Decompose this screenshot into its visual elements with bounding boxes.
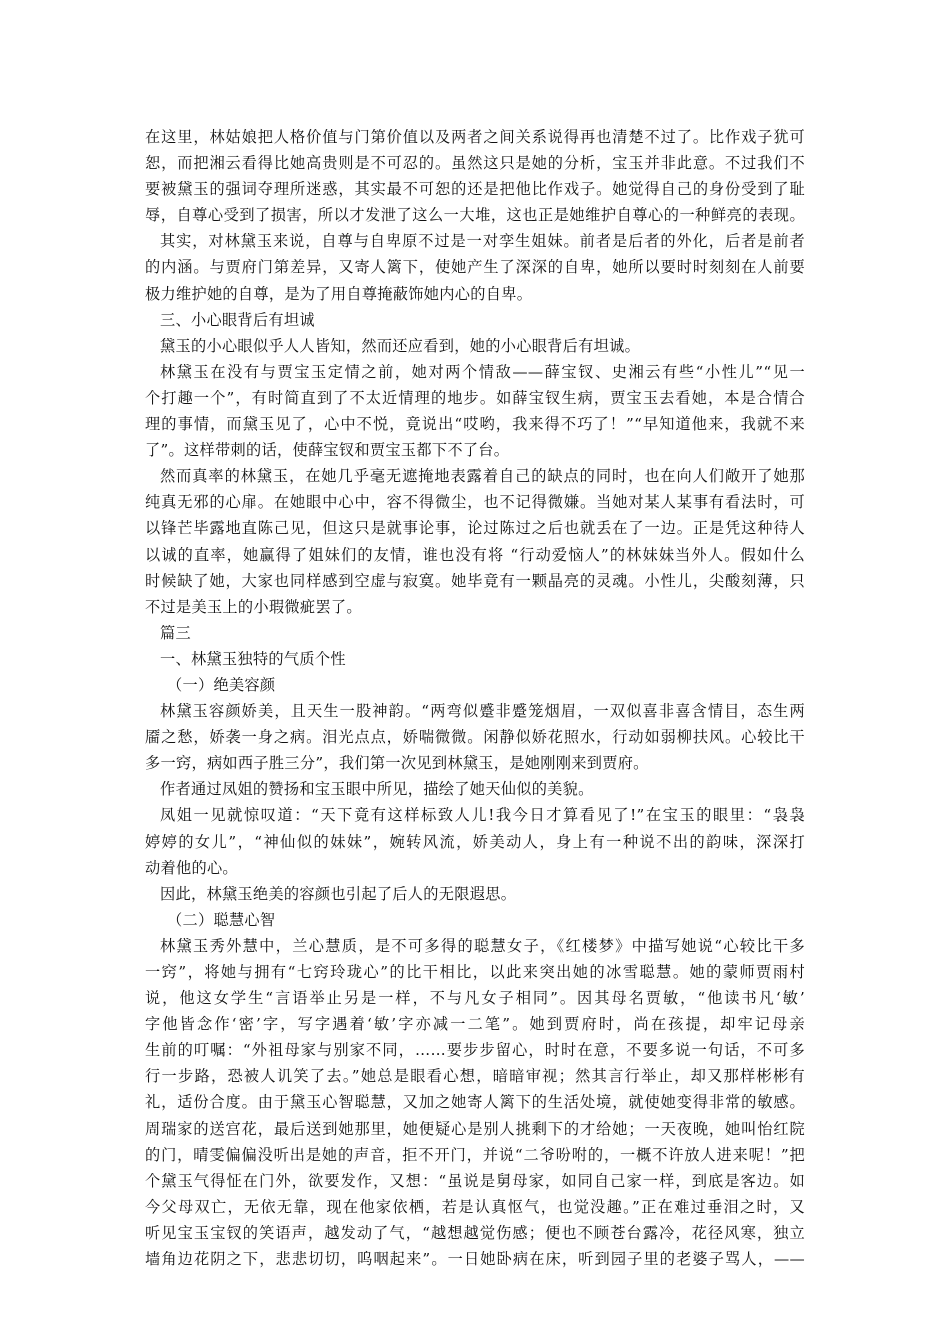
- section-heading: 篇三: [160, 623, 191, 642]
- text-line: 说，他这女学生“言语举止另是一样，不与凡女子相同”。因其母名贾敏，“他读书凡‘敏’: [145, 989, 805, 1008]
- text-line: 辱，自尊心受到了损害，所以才发泄了这么一大堆，这也正是她维护自尊心的一种鲜亮的表现。: [145, 206, 805, 225]
- text-line: 以锋芒毕露地直陈己见，但这只是就事论事，论过陈过之后也就丢在了一边。正是凭这种待人: [145, 519, 805, 538]
- text-line: 恕，而把湘云看得比她高贵则是不可忍的。虽然这只是她的分析，宝玉并非此意。不过我们不: [145, 154, 805, 173]
- section-heading: 三、小心眼背后有坦诚: [160, 310, 315, 329]
- text-line: 周瑞家的送宫花，最后送到她那里，她便疑心是别人挑剩下的才给她；一天夜晚，她叫怡红院: [145, 1119, 805, 1138]
- text-line: 个打趣一个”，有时简直到了不太近情理的地步。如薛宝钗生病，贾宝玉去看她，本是合情合: [145, 388, 805, 407]
- text-line: 多一窍，病如西子胜三分”，我们第一次见到林黛玉，是她刚刚来到贾府。: [145, 754, 649, 773]
- text-line: 的门，晴雯偏偏没听出是她的声音，拒不开门，并说“二爷吩咐的，一概不许放人进来呢！”把: [145, 1145, 805, 1164]
- text-line: 纯真无邪的心扉。在她眼中心中，容不得微尘，也不记得微嫌。当她对某人某事有看法时，可: [145, 493, 805, 512]
- text-line: 作者通过凤姐的赞扬和宝玉眼中所见，描绘了她天仙似的美貌。: [160, 780, 594, 799]
- text-line: 凤姐一见就惊叹道：“天下竟有这样标致人儿!我今日才算看见了!”在宝玉的眼里：“袅袅: [160, 806, 805, 825]
- text-line: 时候缺了她，大家也同样感到空虚与寂寞。她毕竟有一颗晶亮的灵魂。小性儿，尖酸刻薄，只: [145, 571, 805, 590]
- text-line: 个黛玉气得怔在门外，欲要发作，又想：“虽说是舅母家，如同自己家一样，到底是客边。如: [145, 1171, 805, 1190]
- text-line: 因此，林黛玉绝美的容颜也引起了后人的无限遐思。: [160, 884, 517, 903]
- text-line: 靥之愁，娇袭一身之病。泪光点点，娇喘微微。闲静似娇花照水，行动如弱柳扶风。心较比干: [145, 728, 805, 747]
- subsection-heading: （一）绝美容颜: [167, 675, 276, 694]
- text-line: 黛玉的小心眼似乎人人皆知，然而还应看到，她的小心眼背后有坦诚。: [160, 336, 641, 355]
- text-line: 林黛玉秀外慧中，兰心慧质，是不可多得的聪慧女子，《红楼梦》中描写她说“心较比干多: [160, 936, 805, 955]
- text-line: 要被黛玉的强词夺理所迷惑，其实最不可恕的还是把他比作戏子。她觉得自己的身份受到了耻: [145, 180, 805, 199]
- section-heading: 一、林黛玉独特的气质个性: [160, 649, 346, 668]
- text-line: 极力维护她的自尊，是为了用自尊掩蔽饰她内心的自卑。: [145, 284, 533, 303]
- text-line: 的内涵。与贾府门第差异，又寄人篱下，使她产生了深深的自卑，她所以要时时刻刻在人前要: [145, 258, 805, 277]
- text-line: 行一步路，恐被人讥笑了去。”她总是眼看心想，暗暗审视；然其言行举止，却又那样彬彬有: [145, 1067, 805, 1086]
- text-line: 墙角边花阴之下，悲悲切切，呜咽起来”。一日她卧病在床，听到园子里的老婆子骂人，——: [145, 1250, 805, 1269]
- text-line: 了”。这样带刺的话，使薛宝钗和贾宝玉都下不了台。: [145, 441, 510, 460]
- text-line: 今父母双亡，无依无靠，现在他家依栖，若是认真怄气，也觉没趣。”正在难过垂泪之时，又: [145, 1197, 805, 1216]
- text-line: 婷婷的女儿”，“神仙似的妹妹”，婉转风流，娇美动人，身上有一种说不出的韵味，深深打: [145, 832, 805, 851]
- text-line: 在这里，林姑娘把人格价值与门第价值以及两者之间关系说得再也清楚不过了。比作戏子犹可: [145, 128, 805, 146]
- text-line: 理的事情，而黛玉见了，心中不悦，竟说出“哎哟，我来得不巧了！”“早知道他来，我就不来: [145, 415, 805, 434]
- text-line: 以诚的直率，她赢得了姐妹们的友情，谁也没有将 “行动爱恼人”的林妹妹当外人。假如什么: [145, 545, 805, 564]
- text-line: 生前的叮嘱：“外祖母家与别家不同，……要步步留心，时时在意，不要多说一句话，不可多: [145, 1041, 805, 1060]
- text-line: 字他皆念作‘密’字，写字遇着‘敏’字亦减一二笔”。她到贾府时，尚在孩提，却牢记母亲: [145, 1015, 805, 1034]
- subsection-heading: （二）聪慧心智: [167, 910, 276, 929]
- text-line: 不过是美玉上的小瑕微疵罢了。: [145, 597, 362, 616]
- text-line: 林黛玉容颜娇美，且天生一股神韵。“两弯似蹙非蹙笼烟眉，一双似喜非喜含情目，态生两: [160, 702, 805, 721]
- text-line: 听见宝玉宝钗的笑语声，越发动了气，“越想越觉伤感；便也不顾苍台露冷，花径风寒，独立: [145, 1223, 805, 1242]
- text-line: 礼，适份合度。由于黛玉心智聪慧，又加之她寄人篱下的生活处境，就使她变得非常的敏感。: [145, 1093, 805, 1112]
- text-line: 其实，对林黛玉来说，自尊与自卑原不过是一对孪生姐妹。前者是后者的外化，后者是前者: [160, 232, 805, 251]
- document-page: [145, 124, 805, 1272]
- text-line: 一窍”，将她与拥有“七窍玲珑心”的比干相比，以此来突出她的冰雪聪慧。她的蒙师贾雨村: [145, 963, 805, 981]
- text-line: 林黛玉在没有与贾宝玉定情之前，她对两个情敌——薛宝钗、史湘云有些“小性儿”“见一: [160, 362, 805, 381]
- text-line: 然而真率的林黛玉，在她几乎毫无遮掩地表露着自己的缺点的同时，也在向人们敞开了她那: [160, 467, 805, 486]
- text-line: 动着他的心。: [145, 858, 238, 877]
